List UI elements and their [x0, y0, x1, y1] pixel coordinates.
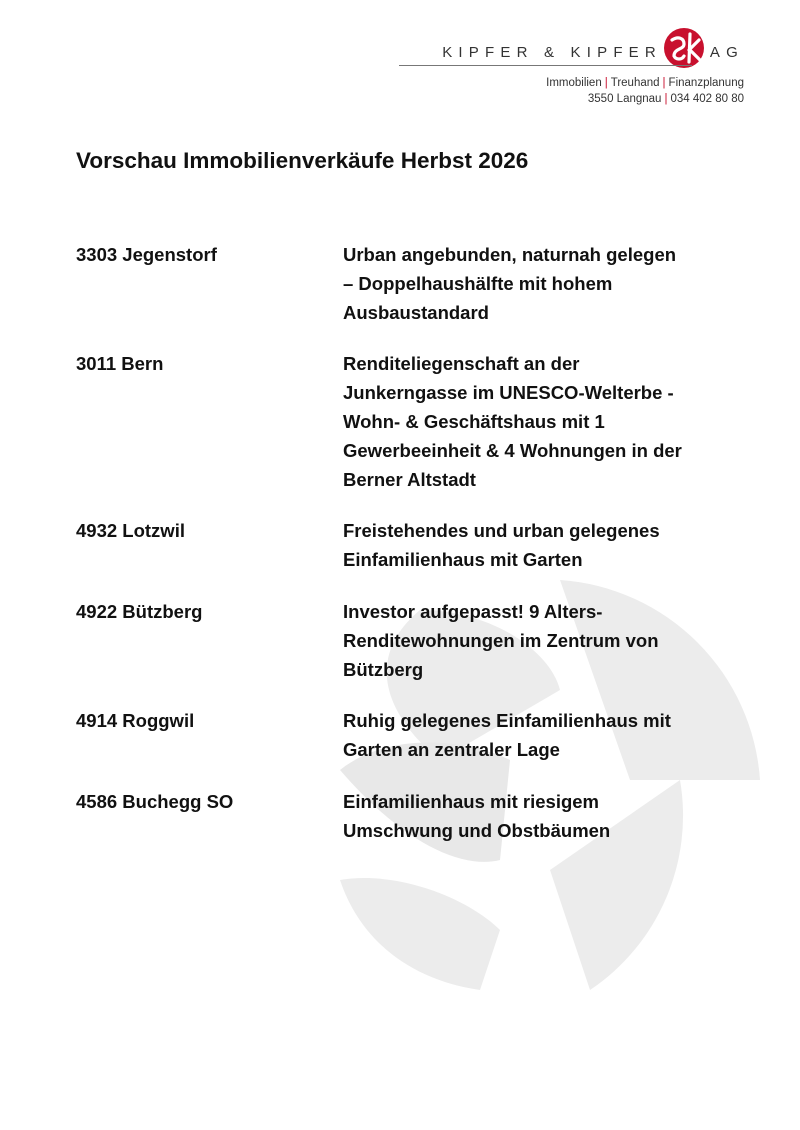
listing-row	[76, 598, 756, 684]
description-line: – Doppelhaushälfte mit hohem	[343, 272, 613, 294]
contact-line	[399, 91, 744, 107]
description-line: Ausbaustandard	[343, 301, 489, 323]
description-line: Urban angebunden, naturnah gelegen	[343, 244, 677, 265]
service-item: Treuhand	[610, 77, 660, 89]
description-line: Renditewohnungen im Zentrum von	[343, 629, 659, 651]
description-line: Renditeliegenschaft an der	[343, 353, 580, 375]
company-logo	[399, 32, 744, 107]
description-line: Bützberg	[343, 658, 424, 680]
listing-description	[343, 241, 748, 327]
company-name: KIPFER & KIPFER	[442, 43, 662, 61]
separator: |	[664, 93, 668, 105]
service-item: Immobilien	[546, 77, 602, 89]
logo-divider	[399, 65, 692, 66]
listing-location: 3303 Jegenstorf	[76, 244, 217, 265]
description-line: Ruhig gelegenes Einfamilienhaus mit	[343, 710, 671, 732]
listing-row	[76, 517, 756, 575]
listing-description	[343, 707, 748, 765]
separator: |	[604, 77, 608, 89]
listing-location: 3011 Bern	[76, 353, 164, 375]
listing-description	[343, 517, 748, 575]
listing-row	[76, 707, 756, 765]
listing-location: 4932 Lotzwil	[76, 520, 185, 542]
listing-description	[343, 788, 748, 846]
listing-location: 4914 Roggwil	[76, 710, 195, 732]
listing-description	[343, 350, 748, 494]
description-line: Einfamilienhaus mit Garten	[343, 549, 583, 571]
description-line: Wohn- & Geschäftshaus mit 1	[343, 410, 605, 432]
listing-location: 4922 Bützberg	[76, 600, 203, 622]
description-line: Freistehendes und urban gelegenes	[343, 520, 660, 542]
description-line: Garten an zentraler Lage	[343, 739, 560, 761]
listing-location: 4586 Buchegg SO	[76, 790, 234, 812]
services-line	[399, 75, 744, 91]
listings-list	[76, 241, 756, 846]
address-city: 3550 Langnau	[587, 93, 662, 105]
logo-mark-icon	[662, 26, 706, 70]
listing-description	[343, 598, 748, 684]
page-title: Vorschau Immobilienverkäufe Herbst 2026	[76, 148, 529, 173]
listing-row	[76, 788, 756, 846]
description-line: Investor aufgepasst! 9 Alters-	[343, 600, 603, 622]
listing-row	[76, 350, 756, 494]
separator: |	[662, 77, 666, 89]
service-item: Finanzplanung	[668, 77, 744, 89]
phone-number: 034 402 80 80	[670, 93, 744, 105]
description-line: Gewerbeeinheit & 4 Wohnungen in der	[343, 439, 682, 461]
description-line: Berner Altstadt	[343, 468, 476, 490]
description-line: Junkerngasse im UNESCO-Welterbe -	[343, 382, 674, 404]
listing-row	[76, 241, 756, 327]
description-line: Umschwung und Obstbäumen	[343, 819, 611, 841]
company-suffix: AG	[709, 43, 744, 61]
description-line: Einfamilienhaus mit riesigem	[343, 790, 599, 812]
